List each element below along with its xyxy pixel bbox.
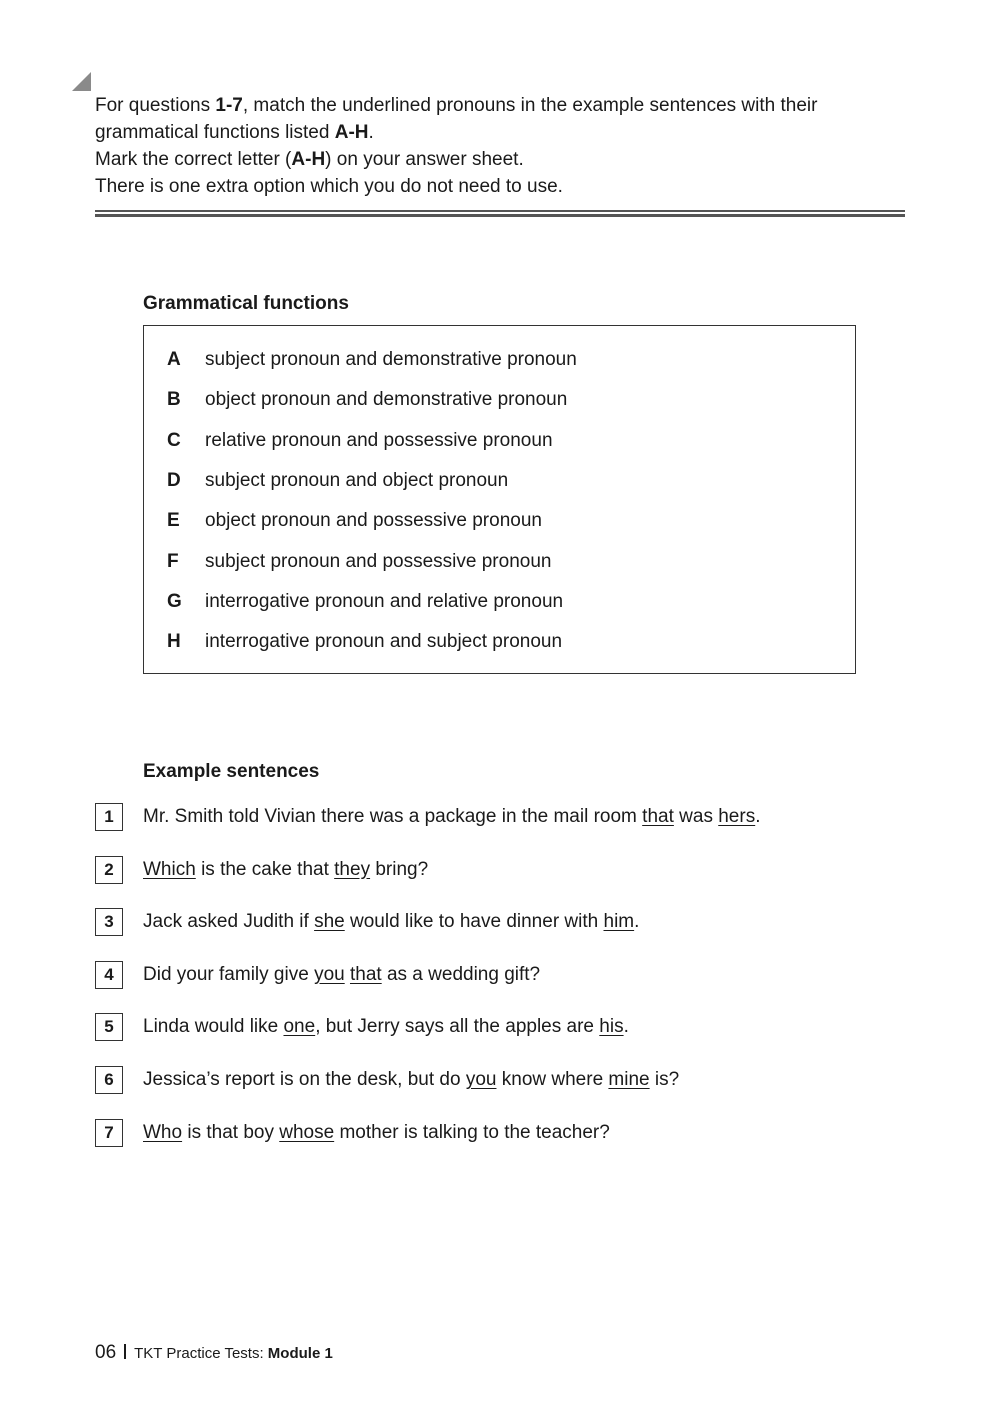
option-letter: E bbox=[167, 510, 180, 532]
sentence-fragment: was bbox=[673, 806, 719, 827]
sentence-fragment: Mr. Smith told Vivian there was a package in the mail room bbox=[143, 806, 643, 827]
sentence-fragment: would like to have dinner with bbox=[344, 911, 604, 933]
sentence-text bbox=[143, 1013, 629, 1041]
question-number-box: 1 bbox=[95, 803, 123, 831]
sentence-fragment: know where bbox=[496, 1069, 609, 1090]
instruction-line-4: There is one extra option which you do not need to use. bbox=[95, 176, 563, 197]
underlined-pronoun: him bbox=[603, 911, 635, 933]
functions-box bbox=[143, 325, 856, 674]
instruction-line-2: grammatical functions listed A-H. bbox=[95, 122, 374, 143]
functions-title: Grammatical functions bbox=[143, 293, 349, 314]
underlined-pronoun: one bbox=[283, 1016, 316, 1038]
instructions bbox=[95, 92, 905, 200]
sentence-text bbox=[143, 803, 760, 831]
underlined-pronoun: Who bbox=[143, 1121, 183, 1143]
sentence-text bbox=[143, 908, 639, 936]
sentence-fragment: . bbox=[623, 1016, 629, 1038]
function-option-c bbox=[167, 429, 553, 453]
function-option-h bbox=[167, 630, 562, 654]
sentence-fragment: . bbox=[634, 911, 640, 933]
underlined-pronoun: she bbox=[314, 911, 345, 933]
question-number-box: 4 bbox=[95, 961, 123, 989]
underlined-pronoun: that bbox=[349, 963, 382, 985]
sentence-fragment: bring? bbox=[370, 858, 429, 880]
footer-separator bbox=[124, 1344, 126, 1359]
function-option-b bbox=[167, 388, 567, 412]
sentence-fragment: is the cake that bbox=[195, 858, 335, 880]
sentence-fragment: is? bbox=[649, 1069, 680, 1090]
option-text: object pronoun and possessive pronoun bbox=[205, 510, 542, 532]
underlined-pronoun: you bbox=[314, 963, 345, 985]
page-footer bbox=[95, 1342, 333, 1365]
sentence-fragment: as a wedding gift? bbox=[381, 963, 541, 985]
corner-triangle-icon bbox=[72, 72, 91, 91]
option-text: subject pronoun and demonstrative pronoun bbox=[205, 349, 577, 370]
sentence-text bbox=[143, 1066, 679, 1094]
sentence-fragment: . bbox=[755, 806, 761, 827]
question-number-box: 6 bbox=[95, 1066, 123, 1094]
sentence-fragment: is that boy bbox=[182, 1121, 280, 1143]
function-option-f bbox=[167, 550, 551, 574]
instruction-line-3: Mark the correct letter (A-H) on your answer sheet. bbox=[95, 149, 524, 170]
underlined-pronoun: that bbox=[642, 806, 674, 827]
question-number-box: 7 bbox=[95, 1119, 123, 1147]
underlined-pronoun: whose bbox=[279, 1121, 335, 1143]
option-text: subject pronoun and possessive pronoun bbox=[205, 550, 552, 572]
option-text: subject pronoun and object pronoun bbox=[205, 469, 509, 491]
option-letter: H bbox=[167, 631, 181, 653]
sentence-fragment: Did your family give bbox=[143, 963, 315, 985]
sentence-fragment: , but Jerry says all the apples are bbox=[315, 1016, 600, 1038]
underlined-pronoun: his bbox=[599, 1016, 624, 1038]
underlined-pronoun: hers bbox=[718, 806, 756, 827]
option-text: interrogative pronoun and subject pronoun bbox=[205, 631, 563, 653]
question-number-box: 2 bbox=[95, 856, 123, 884]
option-letter: A bbox=[167, 349, 181, 370]
question-number-box: 5 bbox=[95, 1013, 123, 1041]
underlined-pronoun: you bbox=[465, 1069, 497, 1090]
divider-line-thick bbox=[95, 214, 905, 217]
option-letter: B bbox=[167, 389, 181, 411]
underlined-pronoun: they bbox=[334, 858, 371, 880]
function-option-a bbox=[167, 348, 577, 372]
sentence-text bbox=[143, 961, 540, 989]
function-option-d bbox=[167, 469, 508, 493]
option-letter: C bbox=[167, 429, 181, 451]
sentence-text bbox=[143, 856, 428, 884]
examples-title: Example sentences bbox=[143, 761, 320, 782]
underlined-pronoun: Which bbox=[143, 858, 196, 880]
option-letter: G bbox=[167, 590, 182, 612]
underlined-pronoun: mine bbox=[608, 1069, 650, 1090]
sentence-fragment: Jack asked Judith if bbox=[143, 911, 315, 933]
function-option-e bbox=[167, 509, 542, 533]
option-text: relative pronoun and possessive pronoun bbox=[205, 429, 553, 451]
instruction-line-1: For questions 1-7, match the underlined pronouns in the example sentences with their bbox=[95, 95, 818, 116]
footer-title: TKT Practice Tests: bbox=[134, 1345, 268, 1362]
option-letter: F bbox=[167, 550, 179, 572]
question-number-box: 3 bbox=[95, 908, 123, 936]
option-text: interrogative pronoun and relative pronoun bbox=[205, 590, 564, 612]
divider-line bbox=[95, 210, 905, 212]
sentence-fragment: Jessica’s report is on the desk, but do bbox=[143, 1069, 466, 1090]
sentence-text bbox=[143, 1119, 610, 1147]
option-text: object pronoun and demonstrative pronoun bbox=[205, 389, 568, 411]
function-option-g bbox=[167, 590, 563, 614]
option-letter: D bbox=[167, 469, 181, 491]
footer-module: Module 1 bbox=[267, 1345, 333, 1362]
sentence-fragment: Linda would like bbox=[143, 1016, 284, 1038]
sentence-fragment: mother is talking to the teacher? bbox=[334, 1121, 610, 1143]
page-number: 06 bbox=[95, 1342, 117, 1363]
